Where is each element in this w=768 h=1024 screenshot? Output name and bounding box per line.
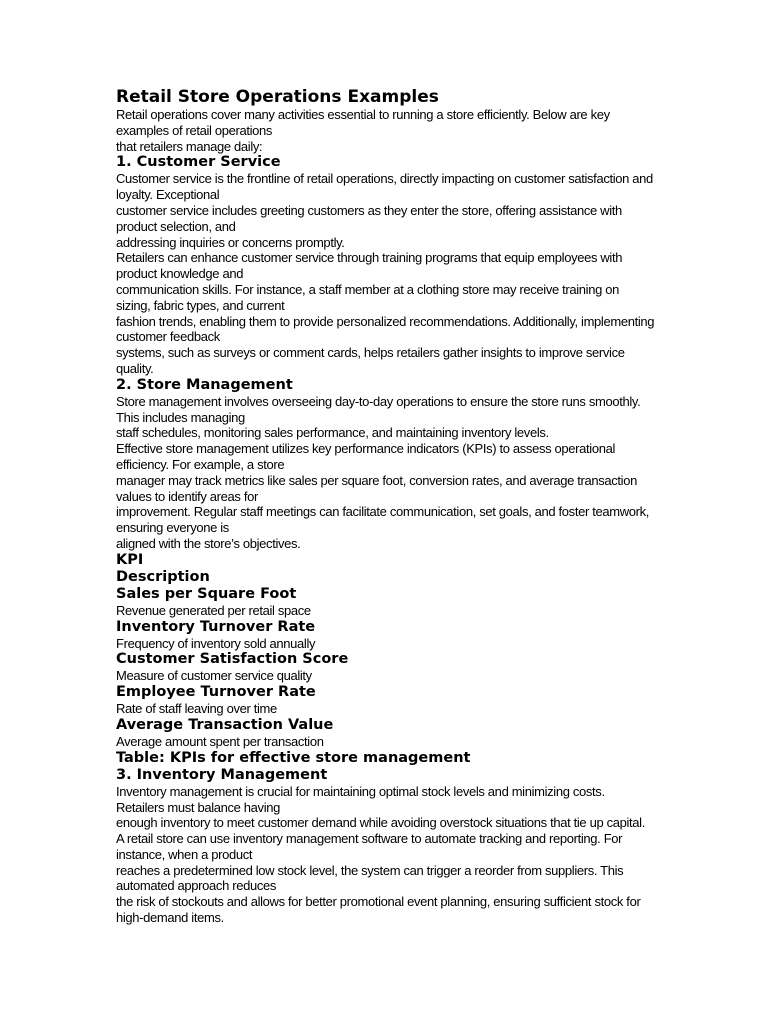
- text-line: fashion trends, enabling them to provide personalized recommendations. Additionally, implementing customer feedback: [116, 313, 655, 345]
- text-line: Customer service is the frontline of retail operations, directly impacting on customer satisfaction and loyalty. Exceptional: [116, 171, 653, 203]
- kpi-name: Customer Satisfaction Score: [116, 651, 349, 668]
- kpi-name: Employee Turnover Rate: [116, 684, 316, 701]
- section-heading-customer-service: 1. Customer Service: [116, 154, 281, 171]
- kpi-name: Average Transaction Value: [116, 716, 334, 733]
- text-line: Store management involves overseeing day-to-day operations to ensure the store runs smoothly. This includes managing: [116, 393, 641, 425]
- kpi-name: Sales per Square Foot: [116, 585, 297, 602]
- text-line: Effective store management utilizes key performance indicators (KPIs) to assess operational efficiency. For example, a store: [116, 441, 615, 472]
- text-line: customer service includes greeting customers as they enter the store, offering assistance with product selection, and: [116, 202, 622, 234]
- kpi-description: Measure of customer service quality: [116, 668, 312, 684]
- document-page: [116, 87, 656, 926]
- kpi-description: Frequency of inventory sold annually: [116, 635, 316, 651]
- text-line: systems, such as surveys or comment cards, helps retailers gather insights to improve service quality.: [116, 345, 625, 376]
- section-heading-inventory-management: 3. Inventory Management: [116, 766, 328, 783]
- text-line: enough inventory to meet customer demand while avoiding overstock situations that tie up capital.: [116, 815, 645, 831]
- text-line: staff schedules, monitoring sales performance, and maintaining inventory levels.: [116, 425, 549, 441]
- store-management-text: [116, 394, 656, 552]
- document-title: Retail Store Operations Examples: [116, 87, 439, 107]
- intro-line: that retailers manage daily:: [116, 138, 263, 154]
- intro-paragraph: [116, 107, 656, 154]
- kpi-name: Inventory Turnover Rate: [116, 618, 316, 635]
- customer-service-text: [116, 171, 656, 376]
- text-line: Retailers can enhance customer service through training programs that equip employees with product knowledge and: [116, 250, 623, 282]
- text-line: addressing inquiries or concerns promptly.: [116, 234, 345, 250]
- kpi-table-header-kpi: KPI: [116, 551, 144, 568]
- text-line: A retail store can use inventory management software to automate tracking and reporting. For instance, when a product: [116, 831, 623, 862]
- text-line: Inventory management is crucial for maintaining optimal stock levels and minimizing costs. Retailers must balance having: [116, 783, 605, 815]
- kpi-table-header-description: Description: [116, 568, 210, 585]
- text-line: aligned with the store’s objectives.: [116, 535, 301, 551]
- text-line: reaches a predetermined low stock level, the system can trigger a reorder from suppliers. This automated approach reduces: [116, 862, 624, 894]
- kpi-table-caption: Table: KPIs for effective store management: [116, 749, 471, 766]
- text-line: improvement. Regular staff meetings can facilitate communication, set goals, and foster teamwork, ensuring everyone is: [116, 504, 650, 536]
- text-line: communication skills. For instance, a staff member at a clothing store may receive training on sizing, fabric types, and current: [116, 281, 619, 313]
- text-line: the risk of stockouts and allows for better promotional event planning, ensuring sufficient stock for high-demand items.: [116, 894, 641, 926]
- kpi-description: Revenue generated per retail space: [116, 602, 311, 618]
- kpi-description: Rate of staff leaving over time: [116, 701, 277, 717]
- section-heading-store-management: 2. Store Management: [116, 376, 293, 393]
- kpi-description: Average amount spent per transaction: [116, 733, 324, 749]
- intro-line: Retail operations cover many activities essential to running a store efficiently. Below are key examples of retail operations: [116, 107, 610, 138]
- inventory-management-text: [116, 784, 656, 926]
- text-line: manager may track metrics like sales per square foot, conversion rates, and average transaction values to identify areas for: [116, 472, 637, 504]
